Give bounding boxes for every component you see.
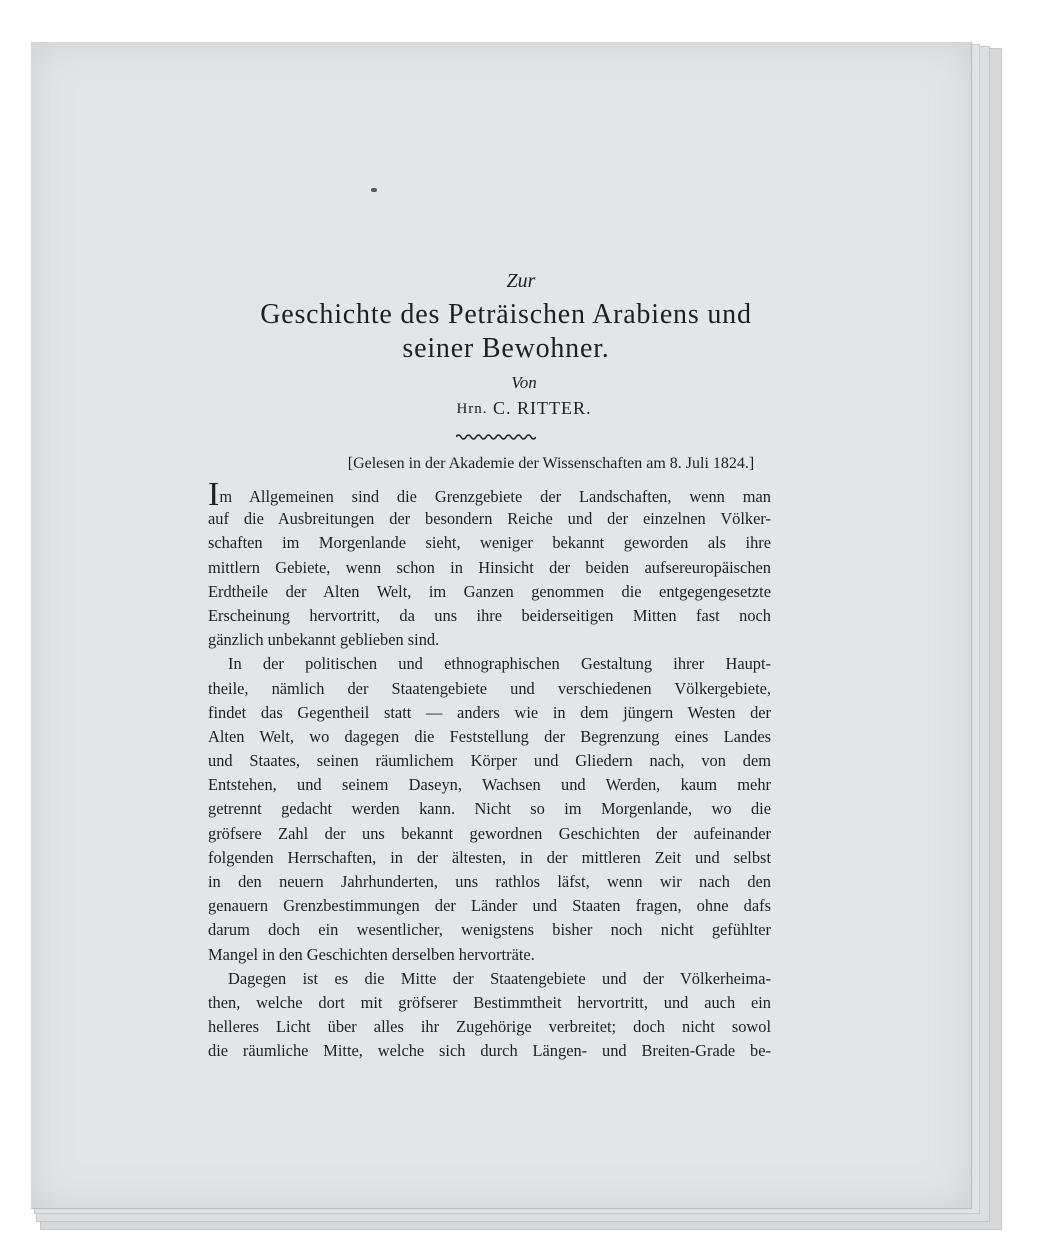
drop-cap: I: [208, 476, 220, 513]
body-line: und Staates, seinen räumlichem Körper und Gliedern nach, von dem: [208, 751, 771, 771]
author-name: C. RITTER.: [493, 398, 592, 418]
author: [31, 398, 971, 419]
body-line: Dagegen ist es die Mitte der Staatengebiete und der Völkerheima-: [228, 968, 771, 988]
document-page: [31, 42, 972, 1209]
ink-speck: [371, 188, 377, 192]
body-line: gröfsere Zahl der uns bekannt gewordnen Geschichten der aufeinander: [208, 823, 771, 843]
byline-von: Von: [511, 373, 537, 392]
body-line: schaften im Morgenlande sieht, weniger bekannt geworden als ihre: [208, 533, 771, 553]
body-line: theile, nämlich der Staatengebiete und verschiedenen Völkergebiete,: [208, 678, 771, 698]
body-line: findet das Gegentheil statt — anders wie in dem jüngern Westen der: [208, 702, 771, 722]
wavy-rule-ornament: [456, 433, 536, 441]
reading-note: [Gelesen in der Akademie der Wissenschaften am 8. Juli 1824.]: [347, 455, 755, 472]
body-line: mittlern Gebiete, wenn schon in Hinsicht der beiden aufsereuropäischen: [208, 557, 771, 577]
body-line: gänzlich unbekannt geblieben sind.: [208, 630, 440, 650]
body-line: Im Allgemeinen sind die Grenzgebiete der Landschaften, wenn man: [208, 476, 771, 513]
body-line: folgenden Herrschaften, in der ältesten, in der mittleren Zeit und selbst: [208, 847, 771, 867]
body-line: then, welche dort mit gröfserer Bestimmtheit hervortritt, und auch ein: [208, 992, 771, 1012]
title-line-1: Geschichte des Peträischen Arabiens und: [260, 299, 752, 330]
subtitle: Zur: [506, 270, 536, 292]
author-prefix: Hrn.: [456, 401, 488, 417]
body-line: Erscheinung hervortritt, da uns ihre beiderseitigen Mitten fast noch: [208, 605, 771, 625]
body-line: auf die Ausbreitungen der besondern Reiche und der einzelnen Völker-: [208, 509, 771, 529]
body-line: Mangel in den Geschichten derselben hervorträte.: [208, 944, 535, 964]
body-text: [208, 476, 771, 1064]
body-line: genauern Grenzbestimmungen der Länder und Staaten fragen, ohne dafs: [208, 896, 771, 916]
body-line: getrennt gedacht werden kann. Nicht so im Morgenlande, wo die: [208, 799, 771, 819]
body-line: Erdtheile der Alten Welt, im Ganzen genommen die entgegengesetzte: [208, 581, 771, 601]
body-line: darum doch ein wesentlicher, wenigstens bisher noch nicht gefühlter: [208, 920, 771, 940]
body-line: in den neuern Jahrhunderten, uns rathlos läfst, wenn wir nach den: [208, 872, 771, 891]
body-line: In der politischen und ethnographischen Gestaltung ihrer Haupt-: [228, 654, 771, 674]
title-line-2: seiner Bewohner.: [402, 333, 610, 364]
body-line: die räumliche Mitte, welche sich durch Längen- und Breiten-Grade be-: [208, 1041, 771, 1061]
body-line: helleres Licht über alles ihr Zugehörige verbreitet; doch nicht sowol: [208, 1017, 771, 1037]
body-line: Alten Welt, wo dagegen die Feststellung der Begrenzung eines Landes: [208, 726, 771, 746]
body-line: Entstehen, und seinem Daseyn, Wachsen und Werden, kaum mehr: [208, 775, 771, 795]
